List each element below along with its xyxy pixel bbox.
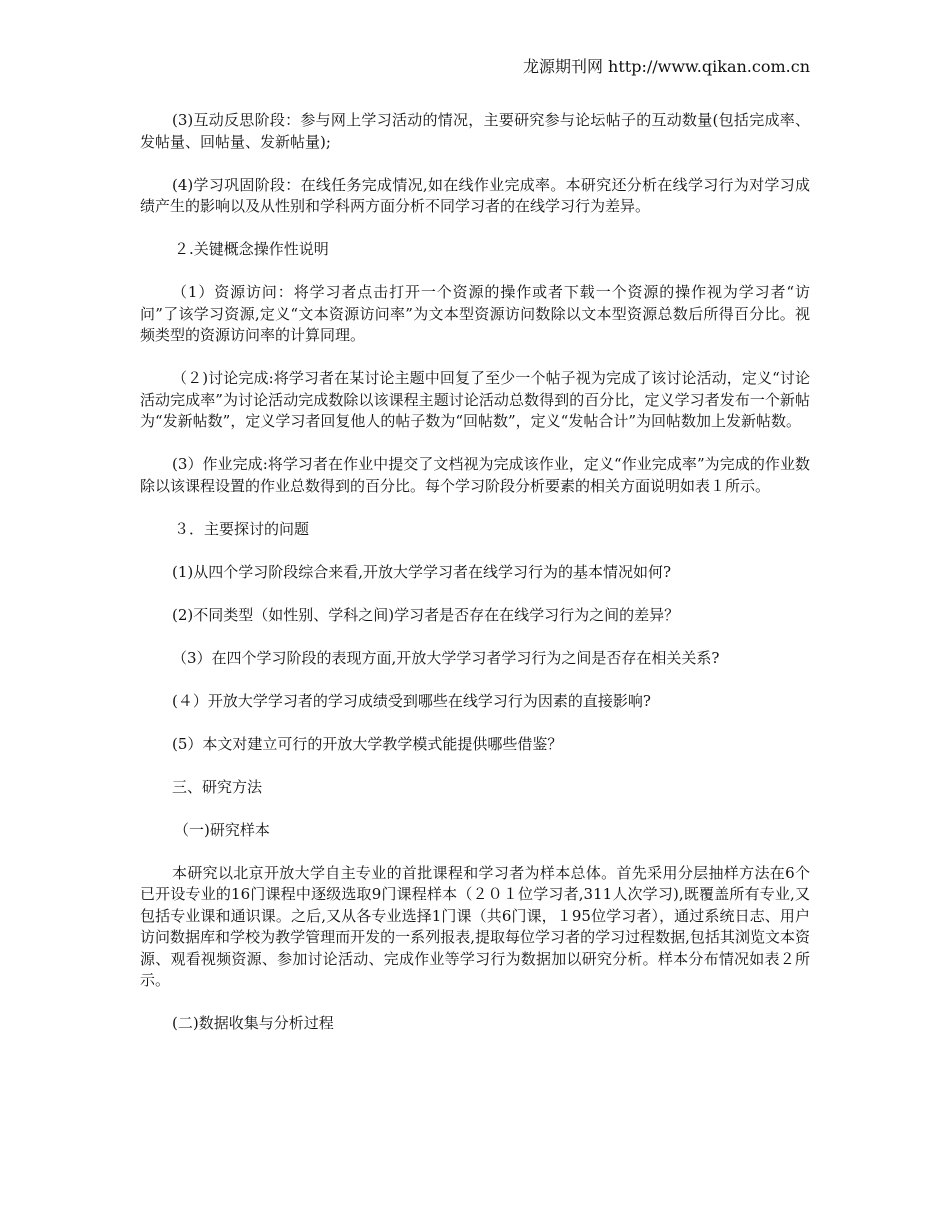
question-5: (5）本文对建立可行的开放大学教学模式能提供哪些借鉴？ — [172, 734, 563, 753]
paragraph-assignment-completion: (3）作业完成:将学习者在作业中提交了文档视为完成该作业，定义“作业完成率”为完成的作业数除以该课程设置的作业总数得到的百分比。每个学习阶段分析要素的相关方面说明如表１所示。 — [140, 455, 810, 495]
question-1: (1)从四个学习阶段综合来看,开放大学学习者在线学习行为的基本情况如何? — [172, 562, 672, 581]
paragraph-sample-description: 本研究以北京开放大学自主专业的首批课程和学习者为样本总体。首先采用分层抽样方法在6个已开设专业的16门课程中逐级选取9门课程样本（２０１位学习者,311人次学习),既覆盖所有专业,又包括专业课和通识课。之后,又从各专业选择1门课（共6门课，１95位学习者），通过系统日志、用户访问数据库和学校为教学管理而开发的一系列报表,提取每位学习者的学习过程数据,包括其浏览文本资源、观看视频资源、参加讨论活动、完成作业等学习行为数据加以研究分析。样本分布情况如表２所示。 — [140, 863, 810, 989]
heading-research-sample: （一)研究样本 — [174, 820, 270, 839]
paragraph-discussion-completion: （２)讨论完成:将学习者在某讨论主题中回复了至少一个帖子视为完成了该讨论活动，定义“讨论活动完成率”为讨论活动完成数除以该课程主题讨论活动总数得到的百分比，定义学习者发布一个新帖为“发新帖数”，定义学习者回复他人的帖子数为“回帖数”，定义“发帖合计”为回帖数加上发新帖数。 — [140, 369, 810, 430]
question-3: （3）在四个学习阶段的表现方面,开放大学学习者学习行为之间是否存在相关关系? — [172, 648, 720, 667]
paragraph-resource-access: （1）资源访问：将学习者点击打开一个资源的操作或者下载一个资源的操作视为学习者“访问”了该学习资源,定义“文本资源访问率”为文本型资源访问数除以文本型资源总数后所得百分比。视频类型的资源访问率的计算同理。 — [140, 283, 810, 344]
site-header: 龙源期刊网 http://www.qikan.com.cn — [522, 57, 810, 76]
heading-data-collection: (二)数据收集与分析过程 — [172, 1014, 334, 1032]
paragraph-interactive-reflection: (3)互动反思阶段：参与网上学习活动的情况，主要研究参与论坛帖子的互动数量(包括完成率、发帖量、回帖量、发新帖量); — [140, 111, 810, 151]
question-4: (４）开放大学学习者的学习成绩受到哪些在线学习行为因素的直接影响? — [172, 691, 651, 710]
question-2: (2)不同类型（如性别、学科之间)学习者是否存在在线学习行为之间的差异？ — [172, 605, 680, 624]
heading-main-questions: ３．主要探讨的问题 — [174, 519, 310, 538]
heading-research-method: 三、研究方法 — [172, 777, 263, 796]
article-body — [140, 110, 810, 1056]
heading-key-concepts: ２.关键概念操作性说明 — [174, 240, 329, 258]
paragraph-learning-consolidation: (4)学习巩固阶段：在线任务完成情况,如在线作业完成率。本研究还分析在线学习行为对学习成绩产生的影响以及从性别和学科两方面分析不同学习者的在线学习行为差异。 — [140, 175, 810, 215]
